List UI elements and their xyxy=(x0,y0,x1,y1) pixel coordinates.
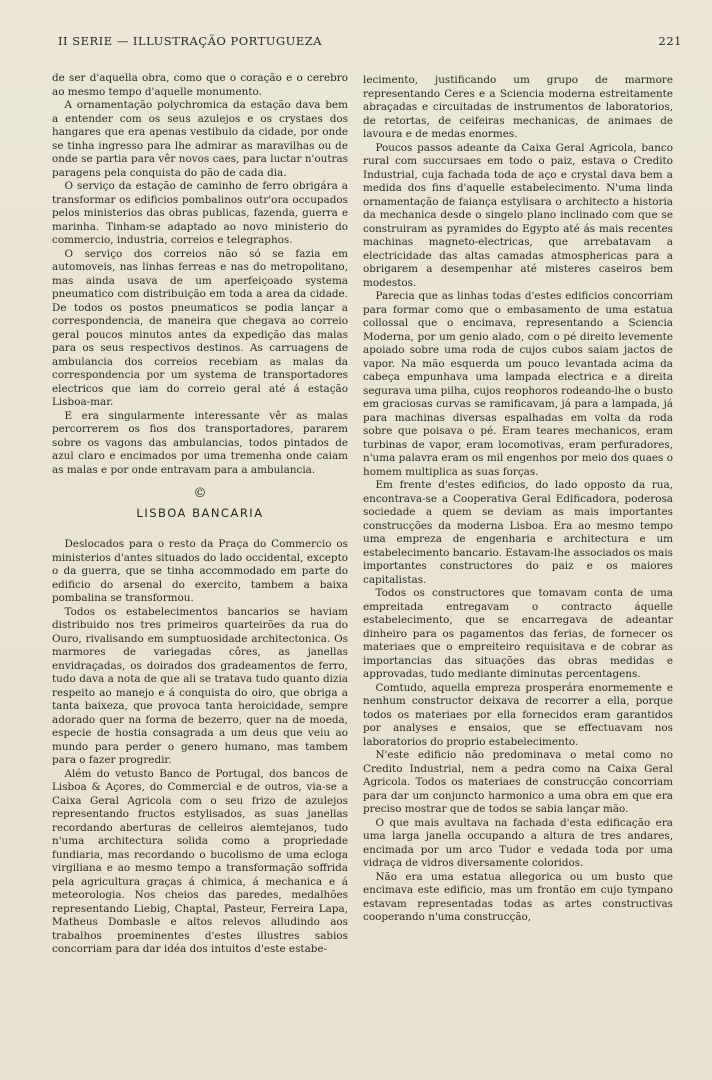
paragraph: Deslocados para o resto da Praça do Commercio os ministerios d'antes situados do lado occidental, excepto o da guerra, que se tinha accommodado em parte do edificio do arsenal do exercito, tambem a baixa pombalina se transformou. xyxy=(52,538,348,604)
paragraph: Poucos passos adeante da Caixa Geral Agricola, banco rural com succursaes em todo o paiz, estava o Credito Industrial, cuja fachada toda de aço e crystal dava bem a medida dos fins d'aquelle estabelecimento. N'uma linda ornamentação de faiança estylisara o architecto a historia da mechanica desde o singelo plano inclinado com que se construiram as pyramides do Egypto até ás mais recentes machinas magneto-electricas, que arrebatavam a electricidade das altas camadas atmosphericas para a obrigarem a desempenhar até misteres caseiros bem modestos. xyxy=(363,141,673,289)
paragraph: Em frente d'estes edificios, do lado opposto da rua, encontrava-se a Cooperativa Geral Edificadora, poderosa sociedade a quem se deviam as mais importantes construcções da moderna Lisboa. Era ao mesmo tempo uma empreza de engenharia e architectura e um estabelecimento bancario. Estavam-lhe associados os mais importantes constructores do paiz e os maiores capitalistas. xyxy=(363,479,673,586)
paragraph: de ser d'aquella obra, como que o coração e o cerebro ao mesmo tempo d'aquelle monumento. xyxy=(52,72,348,98)
paragraph: Todos os estabelecimentos bancarios se haviam distribuido nos tres primeiros quarteirões da rua do Ouro, rivalisando em sumptuosidade architectonica. Os marmores de variegadas côres, as janellas envidraçadas, os doirados dos gradeamentos de ferro, tudo dava a nota de que ali se tratava tudo quanto dizia respeito ao manejo e á conquista do oiro, que obriga a tanta baixeza, que provoca tanta heroicidade, sempre adorado quer na forma de bezerro, quer na de moeda, especie de hostia consagrada a um deus que veiu ao mundo para perder o genero humano, mas tambem para o fazer progredir. xyxy=(52,605,348,766)
paragraph: Além do vetusto Banco de Portugal, dos bancos de Lisboa & Açores, do Commercial e de outros, via-se a Caixa Geral Agricola com o seu frizo de azulejos representando fructos estylisados, as suas janellas recordando aberturas de celleiros alemtejanos, tudo n'uma architectura solida como a propriedade fundiaria, mas recordando o bucolismo de uma ecloga virgiliana e ao mesmo tempo a transformação soffrida pela agricultura graças á chimica, á mechanica e á meteorologia. Nos cheios das paredes, medalhões representando Liebig, Chaptal, Pasteur, Ferreira Lapa, Matheus Dombasle e altos relevos alludindo aos trabalhos proeminentes d'estes illustres sabios concorriam para dar idéa dos intuitos d'este estabe- xyxy=(52,767,348,955)
paragraph: Comtudo, aquella empreza prosperára enormemente e nenhum constructor deixava de recorrer a ella, porque todos os materiaes por ella fornecidos eram garantidos por analyses e ensaios, que se effectuavam nos laboratorios do proprio estabelecimento. xyxy=(363,681,673,748)
paragraph: O serviço da estação de caminho de ferro obrigára a transformar os edificios pombalinos outr'ora occupados pelos ministerios das obras publicas, fazenda, guerra e marinha. Tinham-se adaptado ao novo ministerio do commercio, industria, correios e telegraphos. xyxy=(52,180,348,246)
page-number: 221 xyxy=(658,34,682,48)
paragraph: N'este edificio não predominava o metal como no Credito Industrial, nem a pedra como na Caixa Geral Agricola. Todos os materiaes de construcção concorriam para dar um conjuncto harmonico a uma obra em que era preciso mostrar que de todos se sabia lançar mão. xyxy=(363,749,673,815)
right-column xyxy=(363,74,673,925)
paragraph: Parecia que as linhas todas d'estes edificios concorriam para formar como que o embasamento de uma estatua collossal que o encimava, representando a Sciencia Moderna, por um genio alado, com o pé direito levemente apoiado sobre uma roda de cujos cubos saiam jactos de vapor. Na mão esquerda um pouco levantada acima da cabeça empunhava uma lampada electrica e a direita segurava uma pilha, cujos reophoros rodeando-lhe o busto em graciosas curvas se ramificavam, já para a lampada, já para machinas diversas espalhadas em volta da roda sobre que poisava o pé. Eram teares mechanicos, eram turbinas de vapor, eram locomotivas, eram perfuradores, n'uma palavra eram os mil engenhos por meio dos quaes o homem multiplica as suas forças. xyxy=(363,290,673,478)
paragraph: O que mais avultava na fachada d'esta edificação era uma larga janella occupando a altura de tres andares, encimada por um arco Tudor e vedada toda por uma vidraça de vidros diversamente coloridos. xyxy=(363,816,673,869)
page-header xyxy=(58,34,682,52)
paragraph: Não era uma estatua allegorica ou um busto que encimava este edificio, mas um frontão em cujo tympano estavam representadas todas as artes constructivas cooperando n'uma construcção, xyxy=(363,870,673,923)
paragraph: A ornamentação polychromica da estação dava bem a entender com os seus azulejos e os crystaes dos hangares que era apenas vestibulo da cidade, por onde se tinha ingresso para lhe admirar as maravilhas ou de onde se partia para vêr novos caes, para luctar n'outras paragens pela conquista do pão de cada dia. xyxy=(52,99,348,179)
paragraph: lecimento, justificando um grupo de marmore representando Ceres e a Sciencia moderna estreitamente abraçadas e circuitadas de instrumentos de laboratorios, de retortas, de ceifeiras mechanicas, de animaes de lavoura e de medas enormes. xyxy=(363,74,673,140)
section-heading: LISBOA BANCARIA xyxy=(136,505,264,520)
paragraph: Todos os constructores que tomavam conta de uma empreitada entregavam o contracto áquelle estabelecimento, que se encarregava de adeantar dinheiro para os pagamentos das ferias, de fornecer os materiaes que o empreiteiro requisitava e de cobrar as importancias das situações das obras medidas e approvadas, tudo mediante diminutas percentagens. xyxy=(363,587,673,680)
paragraph: E era singularmente interessante vêr as malas percorrerem os fios dos transportadores, pararem sobre os vagons das ambulancias, todos pintados de azul claro e encimados por uma tremenha onde caiam as malas e por onde entravam para a ambulancia. xyxy=(52,409,348,476)
section-ornament: © xyxy=(193,486,207,501)
left-column xyxy=(52,72,348,957)
series-title: II SERIE — ILLUSTRAÇÃO PORTUGUEZA xyxy=(58,34,323,48)
paragraph: O serviço dos correios não só se fazia em automoveis, nas linhas ferreas e nas do metropolitano, mas ainda usava de um aperfeiçoado systema pneumatico com distribuição em toda a area da cidade. De todos os postos pneumaticos se podia lançar a correspondencia, de maneira que chegava ao correio geral poucos minutos antes da expedição das malas para os seus respectivos destinos. As carruagens de ambulancia dos correios recebiam as malas da correspondencia por um systema de transportadores electricos que iam do correio geral até á estação Lisboa-mar. xyxy=(52,247,348,408)
